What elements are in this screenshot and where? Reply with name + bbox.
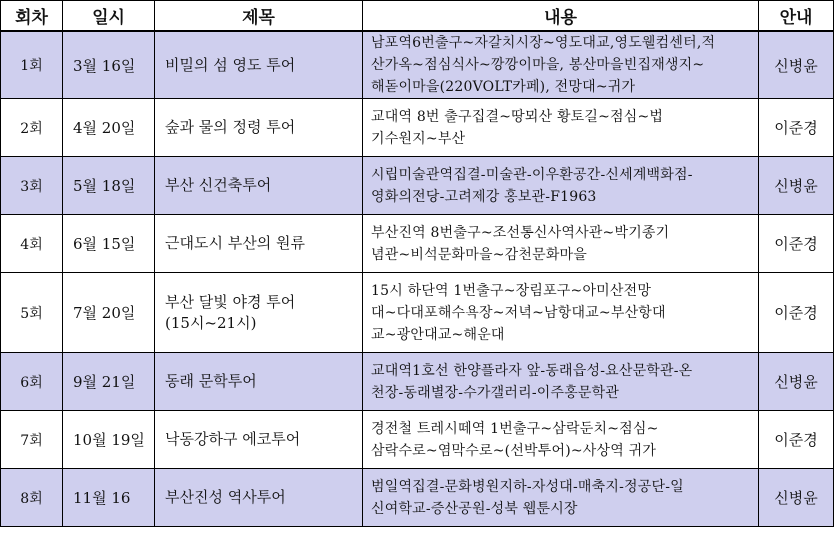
header-row	[1, 1, 834, 32]
row-date: 7월 20일	[63, 273, 155, 353]
content-line: 교대역 8번 출구집결~땅뫼산 황토길~점심~법	[371, 108, 664, 125]
content-line: 부산진역 8번출구~조선통신사역사관~박기종기	[371, 224, 670, 241]
header-title: 제목	[155, 1, 363, 32]
row-guide: 이준경	[759, 411, 834, 469]
content-line: 영화의전당-고려제강 홍보관-F1963	[371, 188, 597, 205]
row-guide: 이준경	[759, 273, 834, 353]
row-content	[363, 215, 759, 273]
table-row	[1, 273, 834, 353]
row-title: 숲과 물의 정령 투어	[155, 99, 363, 157]
row-title: 비밀의 섬 영도 투어	[155, 31, 363, 99]
row-guide: 신병윤	[759, 469, 834, 527]
row-date: 9월 21일	[63, 353, 155, 411]
table-row	[1, 215, 834, 273]
row-round: 2회	[1, 99, 63, 157]
header-guide: 안내	[759, 1, 834, 32]
row-guide: 이준경	[759, 215, 834, 273]
row-date: 4월 20일	[63, 99, 155, 157]
row-title: 부산진성 역사투어	[155, 469, 363, 527]
row-content	[363, 273, 759, 353]
table-row	[1, 157, 834, 215]
table-row	[1, 411, 834, 469]
header-content: 내용	[363, 1, 759, 32]
table-row	[1, 469, 834, 527]
row-round: 8회	[1, 469, 63, 527]
content-line: 교대역1호선 한양플라자 앞-동래읍성-요산문학관-온	[371, 362, 693, 379]
content-line: 15시 하단역 1번출구~장림포구~아미산전망	[371, 282, 652, 299]
row-round: 4회	[1, 215, 63, 273]
content-line: 범일역집결-문화병원지하-자성대-매축지-정공단-일	[371, 478, 684, 495]
row-content	[363, 99, 759, 157]
content-line: 기수원지~부산	[371, 130, 466, 147]
content-line: 념관~비석문화마을~감천문화마을	[371, 246, 587, 263]
content-line: 삼락수로~염막수로~(선박투어)~사상역 귀가	[371, 442, 657, 459]
row-round: 5회	[1, 273, 63, 353]
row-date: 5월 18일	[63, 157, 155, 215]
content-line: 대~다대포해수욕장~저녁~남항대교~부산항대	[371, 304, 666, 321]
row-round: 6회	[1, 353, 63, 411]
row-content	[363, 31, 759, 99]
row-title	[155, 273, 363, 353]
row-title: 근대도시 부산의 원류	[155, 215, 363, 273]
content-line: 시립미술관역집결-미술관-이우환공간-신세계백화점-	[371, 166, 693, 183]
row-date: 10월 19일	[63, 411, 155, 469]
content-line: 천장-동래별장-수가갤러리-이주홍문학관	[371, 384, 620, 401]
table-row	[1, 31, 834, 99]
header-date: 일시	[63, 1, 155, 32]
table-row	[1, 353, 834, 411]
row-title: 동래 문학투어	[155, 353, 363, 411]
content-line: 남포역6번출구~자갈치시장~영도대교,영도웰컴센터,적	[371, 35, 716, 51]
row-round: 1회	[1, 31, 63, 99]
row-round: 7회	[1, 411, 63, 469]
row-guide: 신병윤	[759, 31, 834, 99]
row-round: 3회	[1, 157, 63, 215]
content-line: 신여학교-증산공원-성북 웹툰시장	[371, 500, 578, 517]
table-row	[1, 99, 834, 157]
row-content	[363, 157, 759, 215]
content-line: 경전철 트레시떼역 1번출구~삼락둔치~점심~	[371, 420, 659, 437]
content-line: 산가옥~점심식사~깡깡이마을, 봉산마을빈집재생지~	[371, 57, 705, 73]
header-round: 회차	[1, 1, 63, 32]
row-guide: 신병윤	[759, 353, 834, 411]
row-content	[363, 469, 759, 527]
title-line: (15시~21시)	[165, 313, 257, 332]
title-line: 부산 달빛 야경 투어	[165, 292, 296, 311]
row-content	[363, 353, 759, 411]
row-guide: 신병윤	[759, 157, 834, 215]
row-date: 11월 16	[63, 469, 155, 527]
row-title: 낙동강하구 에코투어	[155, 411, 363, 469]
row-guide: 이준경	[759, 99, 834, 157]
row-date: 6월 15일	[63, 215, 155, 273]
content-line: 해돋이마을(220VOLT카페), 전망대~귀가	[371, 79, 636, 95]
content-line: 교~광안대교~해운대	[371, 326, 505, 343]
row-content	[363, 411, 759, 469]
row-date: 3월 16일	[63, 31, 155, 99]
row-title: 부산 신건축투어	[155, 157, 363, 215]
